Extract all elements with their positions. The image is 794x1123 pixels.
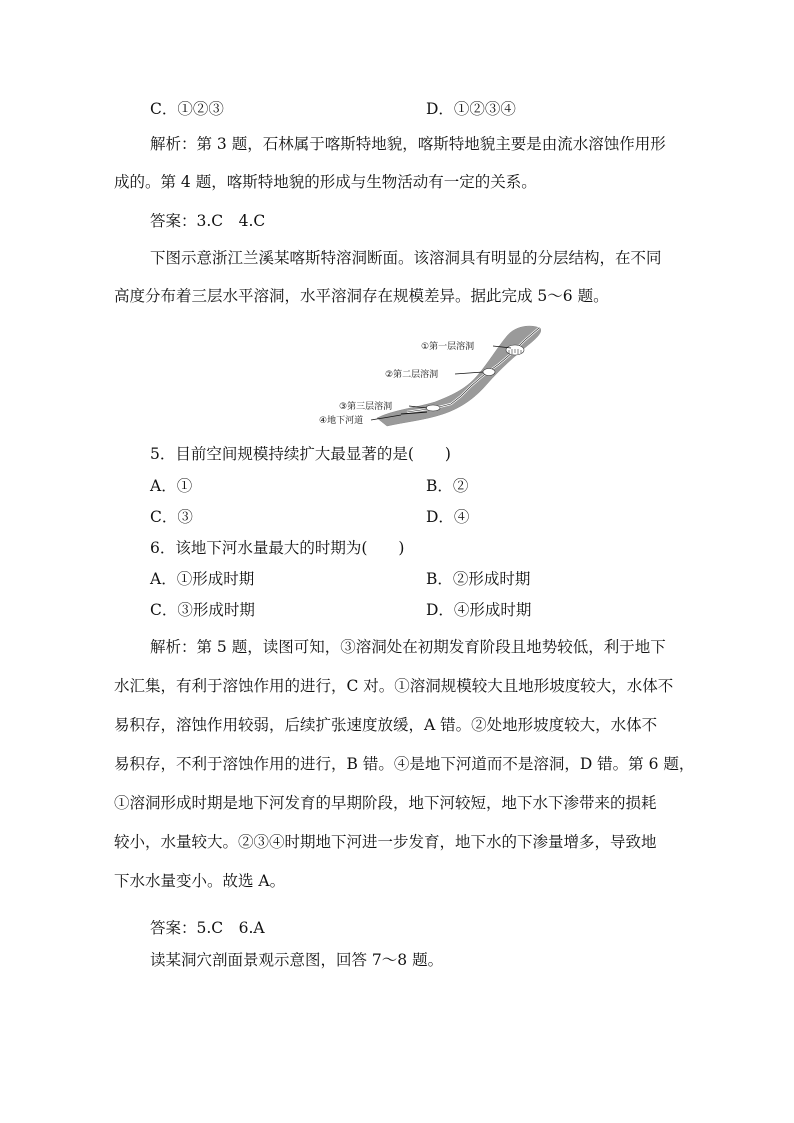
q5-option-a: A．① (150, 477, 193, 495)
q6-option-c: C．③形成时期 (150, 601, 255, 619)
chamber-3 (426, 405, 440, 411)
q5-option-d: D．④ (426, 508, 470, 526)
analysis-3-4-line2: 成的。第 4 题，喀斯特地貌的形成与生物活动有一定的关系。 (114, 173, 537, 191)
question-5-stem: 5．目前空间规模持续扩大最显著的是( ) (150, 445, 451, 463)
question-6-stem: 6．该地下河水量最大的时期为( ) (150, 539, 405, 557)
label-layer-2: ②第二层溶洞 (385, 370, 439, 380)
analysis-5-6-line6: 较小，水量较大。②③④时期地下河进一步发育，地下水的下渗量增多，导致地 (114, 833, 657, 851)
q6-option-b: B．②形成时期 (426, 570, 531, 588)
cave-cross-section-figure (275, 322, 545, 434)
analysis-3-4-line1: 解析：第 3 题，石林属于喀斯特地貌，喀斯特地貌主要是由流水溶蚀作用形 (150, 135, 666, 153)
analysis-5-6-line7: 下水水量变小。故选 A。 (114, 872, 286, 890)
q6-option-a: A．①形成时期 (150, 570, 255, 588)
q5-option-b: B．② (426, 477, 469, 495)
answer-3-4: 答案：3.C 4.C (150, 212, 266, 230)
option-d-prev: D．①②③④ (426, 100, 516, 118)
analysis-5-6-line2: 水汇集，有利于溶蚀作用的进行，C 对。①溶洞规模较大且地形坡度较大，水体不 (114, 677, 674, 695)
label-underground-river: ④地下河道 (319, 416, 364, 426)
label-layer-3: ③第三层溶洞 (339, 402, 393, 412)
option-c-prev: C．①②③ (150, 100, 224, 118)
analysis-5-6-line5: ①溶洞形成时期是地下河发育的早期阶段，地下河较短，地下水下渗带来的损耗 (114, 794, 657, 812)
chamber-2 (483, 369, 495, 376)
analysis-5-6-line4: 易积存，不利于溶蚀作用的进行，B 错。④是地下河道而不是溶洞，D 错。第 6 题， (114, 755, 695, 773)
label-layer-1: ①第一层溶洞 (421, 342, 475, 352)
q6-option-d: D．④形成时期 (426, 601, 532, 619)
q5-option-c: C．③ (150, 508, 193, 526)
analysis-5-6-line1: 解析：第 5 题，读图可知，③溶洞处在初期发育阶段且地势较低，利于地下 (150, 638, 666, 656)
intro-5-6-line2: 高度分布着三层水平溶洞，水平溶洞存在规模差异。据此完成 5～6 题。 (114, 287, 609, 305)
analysis-5-6-line3: 易积存，溶蚀作用较弱，后续扩张速度放缓，A 错。②处地形坡度较大，水体不 (114, 716, 658, 734)
answer-5-6: 答案：5.C 6.A (150, 919, 265, 937)
intro-7-8: 读某洞穴剖面景观示意图，回答 7～8 题。 (150, 951, 444, 969)
intro-5-6-line1: 下图示意浙江兰溪某喀斯特溶洞断面。该溶洞具有明显的分层结构，在不同 (150, 249, 662, 267)
